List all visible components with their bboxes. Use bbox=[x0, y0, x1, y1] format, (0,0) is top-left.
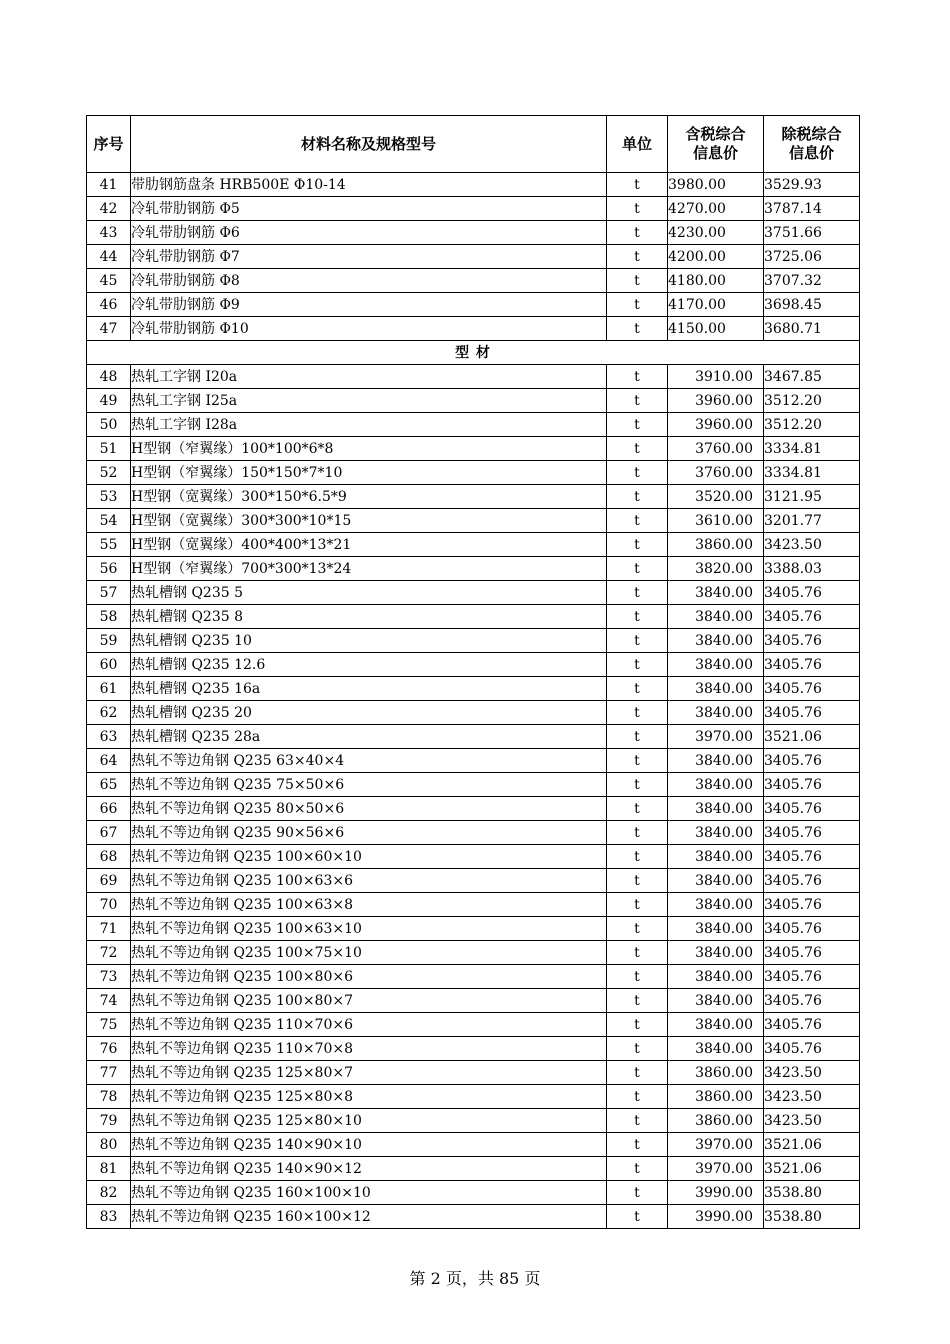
row-notax-price: 3751.66 bbox=[764, 221, 860, 245]
row-unit: t bbox=[607, 869, 668, 893]
row-name: 冷轧带肋钢筋 Φ9 bbox=[131, 293, 607, 317]
row-unit: t bbox=[607, 1157, 668, 1181]
row-unit: t bbox=[607, 173, 668, 197]
row-tax-price: 4150.00 bbox=[668, 317, 764, 341]
row-notax-price: 3405.76 bbox=[764, 1037, 860, 1061]
row-tax-price: 3860.00 bbox=[668, 1061, 764, 1085]
row-unit: t bbox=[607, 197, 668, 221]
table-row bbox=[87, 581, 860, 605]
row-unit: t bbox=[607, 581, 668, 605]
header-notax-price-line1: 除税综合 bbox=[781, 125, 842, 143]
row-name: 热轧不等边角钢 Q235 125×80×8 bbox=[131, 1085, 607, 1109]
row-unit: t bbox=[607, 1181, 668, 1205]
row-seq: 52 bbox=[87, 461, 131, 485]
row-notax-price: 3334.81 bbox=[764, 461, 860, 485]
price-table bbox=[86, 115, 860, 1229]
table-row bbox=[87, 269, 860, 293]
row-seq: 71 bbox=[87, 917, 131, 941]
row-seq: 46 bbox=[87, 293, 131, 317]
row-notax-price: 3680.71 bbox=[764, 317, 860, 341]
table-row bbox=[87, 1013, 860, 1037]
row-seq: 66 bbox=[87, 797, 131, 821]
table-row bbox=[87, 797, 860, 821]
table-row bbox=[87, 221, 860, 245]
row-tax-price: 3840.00 bbox=[668, 581, 764, 605]
row-notax-price: 3423.50 bbox=[764, 1109, 860, 1133]
row-seq: 72 bbox=[87, 941, 131, 965]
row-unit: t bbox=[607, 1037, 668, 1061]
table-row bbox=[87, 293, 860, 317]
row-seq: 70 bbox=[87, 893, 131, 917]
row-unit: t bbox=[607, 317, 668, 341]
row-tax-price: 3970.00 bbox=[668, 1133, 764, 1157]
row-tax-price: 4170.00 bbox=[668, 293, 764, 317]
row-tax-price: 3840.00 bbox=[668, 845, 764, 869]
row-tax-price: 3840.00 bbox=[668, 677, 764, 701]
table-header bbox=[87, 116, 860, 173]
row-name: 热轧不等边角钢 Q235 100×63×6 bbox=[131, 869, 607, 893]
row-tax-price: 3610.00 bbox=[668, 509, 764, 533]
row-tax-price: 4200.00 bbox=[668, 245, 764, 269]
row-seq: 63 bbox=[87, 725, 131, 749]
row-seq: 53 bbox=[87, 485, 131, 509]
section-row bbox=[87, 341, 860, 365]
table-row bbox=[87, 653, 860, 677]
row-name: 热轧工字钢 I28a bbox=[131, 413, 607, 437]
section-group bbox=[87, 341, 860, 365]
header-name: 材料名称及规格型号 bbox=[131, 116, 607, 173]
table-row bbox=[87, 677, 860, 701]
row-name: 热轧不等边角钢 Q235 160×100×12 bbox=[131, 1205, 607, 1229]
row-seq: 62 bbox=[87, 701, 131, 725]
row-name: 热轧槽钢 Q235 10 bbox=[131, 629, 607, 653]
table-row bbox=[87, 605, 860, 629]
table-row bbox=[87, 317, 860, 341]
row-tax-price: 3840.00 bbox=[668, 605, 764, 629]
row-name: 热轧槽钢 Q235 8 bbox=[131, 605, 607, 629]
row-notax-price: 3405.76 bbox=[764, 581, 860, 605]
table-row bbox=[87, 557, 860, 581]
row-notax-price: 3521.06 bbox=[764, 725, 860, 749]
row-notax-price: 3787.14 bbox=[764, 197, 860, 221]
row-name: H型钢（宽翼缘）300*150*6.5*9 bbox=[131, 485, 607, 509]
row-tax-price: 3840.00 bbox=[668, 629, 764, 653]
table-row bbox=[87, 1157, 860, 1181]
row-notax-price: 3405.76 bbox=[764, 773, 860, 797]
table-row bbox=[87, 533, 860, 557]
row-seq: 49 bbox=[87, 389, 131, 413]
row-tax-price: 3840.00 bbox=[668, 1037, 764, 1061]
row-name: 热轧槽钢 Q235 20 bbox=[131, 701, 607, 725]
row-notax-price: 3405.76 bbox=[764, 701, 860, 725]
row-notax-price: 3405.76 bbox=[764, 629, 860, 653]
row-name: 冷轧带肋钢筋 Φ8 bbox=[131, 269, 607, 293]
row-unit: t bbox=[607, 365, 668, 389]
row-unit: t bbox=[607, 509, 668, 533]
table-row bbox=[87, 1181, 860, 1205]
row-name: 热轧不等边角钢 Q235 75×50×6 bbox=[131, 773, 607, 797]
row-unit: t bbox=[607, 485, 668, 509]
header-tax-price-line1: 含税综合 bbox=[685, 125, 746, 143]
row-name: 热轧不等边角钢 Q235 80×50×6 bbox=[131, 797, 607, 821]
row-unit: t bbox=[607, 1109, 668, 1133]
row-name: 热轧不等边角钢 Q235 100×63×8 bbox=[131, 893, 607, 917]
row-seq: 45 bbox=[87, 269, 131, 293]
row-notax-price: 3405.76 bbox=[764, 917, 860, 941]
table-row bbox=[87, 629, 860, 653]
row-unit: t bbox=[607, 293, 668, 317]
row-tax-price: 3840.00 bbox=[668, 701, 764, 725]
row-unit: t bbox=[607, 1205, 668, 1229]
row-tax-price: 3840.00 bbox=[668, 869, 764, 893]
row-tax-price: 3960.00 bbox=[668, 389, 764, 413]
row-tax-price: 3840.00 bbox=[668, 821, 764, 845]
row-tax-price: 3840.00 bbox=[668, 797, 764, 821]
row-unit: t bbox=[607, 1085, 668, 1109]
row-unit: t bbox=[607, 437, 668, 461]
section-title: 型 材 bbox=[87, 341, 860, 365]
table-body-top bbox=[87, 173, 860, 341]
row-seq: 51 bbox=[87, 437, 131, 461]
row-notax-price: 3405.76 bbox=[764, 653, 860, 677]
row-unit: t bbox=[607, 245, 668, 269]
row-name: H型钢（窄翼缘）100*100*6*8 bbox=[131, 437, 607, 461]
table-row bbox=[87, 1061, 860, 1085]
row-tax-price: 3910.00 bbox=[668, 365, 764, 389]
table-row bbox=[87, 485, 860, 509]
row-unit: t bbox=[607, 965, 668, 989]
row-seq: 57 bbox=[87, 581, 131, 605]
table-row bbox=[87, 773, 860, 797]
row-name: H型钢（宽翼缘）300*300*10*15 bbox=[131, 509, 607, 533]
table-row bbox=[87, 437, 860, 461]
row-name: 热轧不等边角钢 Q235 110×70×6 bbox=[131, 1013, 607, 1037]
header-seq: 序号 bbox=[87, 116, 131, 173]
row-notax-price: 3405.76 bbox=[764, 797, 860, 821]
row-notax-price: 3521.06 bbox=[764, 1157, 860, 1181]
row-notax-price: 3121.95 bbox=[764, 485, 860, 509]
table-row bbox=[87, 725, 860, 749]
row-seq: 76 bbox=[87, 1037, 131, 1061]
table-row bbox=[87, 365, 860, 389]
row-tax-price: 3840.00 bbox=[668, 653, 764, 677]
row-name: 热轧不等边角钢 Q235 125×80×7 bbox=[131, 1061, 607, 1085]
row-seq: 58 bbox=[87, 605, 131, 629]
row-seq: 43 bbox=[87, 221, 131, 245]
row-seq: 41 bbox=[87, 173, 131, 197]
row-seq: 83 bbox=[87, 1205, 131, 1229]
header-tax-price bbox=[668, 116, 764, 173]
row-seq: 55 bbox=[87, 533, 131, 557]
row-seq: 64 bbox=[87, 749, 131, 773]
header-unit: 单位 bbox=[607, 116, 668, 173]
row-seq: 82 bbox=[87, 1181, 131, 1205]
row-name: 冷轧带肋钢筋 Φ7 bbox=[131, 245, 607, 269]
row-name: 热轧工字钢 I25a bbox=[131, 389, 607, 413]
row-unit: t bbox=[607, 941, 668, 965]
row-name: 热轧不等边角钢 Q235 125×80×10 bbox=[131, 1109, 607, 1133]
table-row bbox=[87, 389, 860, 413]
row-notax-price: 3405.76 bbox=[764, 605, 860, 629]
row-unit: t bbox=[607, 1013, 668, 1037]
row-tax-price: 3760.00 bbox=[668, 461, 764, 485]
row-unit: t bbox=[607, 893, 668, 917]
row-unit: t bbox=[607, 749, 668, 773]
table-row bbox=[87, 173, 860, 197]
table-row bbox=[87, 965, 860, 989]
row-seq: 54 bbox=[87, 509, 131, 533]
row-notax-price: 3334.81 bbox=[764, 437, 860, 461]
table-row bbox=[87, 461, 860, 485]
row-notax-price: 3538.80 bbox=[764, 1205, 860, 1229]
row-unit: t bbox=[607, 821, 668, 845]
row-name: 冷轧带肋钢筋 Φ10 bbox=[131, 317, 607, 341]
row-name: 热轧不等边角钢 Q235 100×80×6 bbox=[131, 965, 607, 989]
row-seq: 78 bbox=[87, 1085, 131, 1109]
row-notax-price: 3405.76 bbox=[764, 893, 860, 917]
table-row bbox=[87, 1037, 860, 1061]
row-tax-price: 3990.00 bbox=[668, 1205, 764, 1229]
row-name: 热轧不等边角钢 Q235 140×90×10 bbox=[131, 1133, 607, 1157]
row-notax-price: 3405.76 bbox=[764, 677, 860, 701]
row-seq: 56 bbox=[87, 557, 131, 581]
row-tax-price: 3860.00 bbox=[668, 533, 764, 557]
row-tax-price: 3840.00 bbox=[668, 965, 764, 989]
row-unit: t bbox=[607, 917, 668, 941]
row-name: 热轧不等边角钢 Q235 90×56×6 bbox=[131, 821, 607, 845]
row-tax-price: 3990.00 bbox=[668, 1181, 764, 1205]
row-name: 热轧槽钢 Q235 28a bbox=[131, 725, 607, 749]
row-seq: 59 bbox=[87, 629, 131, 653]
row-tax-price: 4270.00 bbox=[668, 197, 764, 221]
row-name: 热轧槽钢 Q235 12.6 bbox=[131, 653, 607, 677]
table-row bbox=[87, 413, 860, 437]
row-seq: 61 bbox=[87, 677, 131, 701]
row-name: 热轧不等边角钢 Q235 63×40×4 bbox=[131, 749, 607, 773]
row-notax-price: 3707.32 bbox=[764, 269, 860, 293]
row-seq: 74 bbox=[87, 989, 131, 1013]
row-seq: 50 bbox=[87, 413, 131, 437]
row-unit: t bbox=[607, 269, 668, 293]
row-name: H型钢（宽翼缘）400*400*13*21 bbox=[131, 533, 607, 557]
row-notax-price: 3388.03 bbox=[764, 557, 860, 581]
row-notax-price: 3423.50 bbox=[764, 1061, 860, 1085]
row-name: H型钢（窄翼缘）150*150*7*10 bbox=[131, 461, 607, 485]
header-tax-price-line2: 信息价 bbox=[692, 144, 738, 162]
row-name: 热轧不等边角钢 Q235 100×75×10 bbox=[131, 941, 607, 965]
table-row bbox=[87, 1085, 860, 1109]
row-seq: 73 bbox=[87, 965, 131, 989]
row-seq: 60 bbox=[87, 653, 131, 677]
row-notax-price: 3201.77 bbox=[764, 509, 860, 533]
row-tax-price: 4180.00 bbox=[668, 269, 764, 293]
row-tax-price: 4230.00 bbox=[668, 221, 764, 245]
row-tax-price: 3980.00 bbox=[668, 173, 764, 197]
row-seq: 47 bbox=[87, 317, 131, 341]
row-seq: 79 bbox=[87, 1109, 131, 1133]
table-row bbox=[87, 701, 860, 725]
table-row bbox=[87, 1205, 860, 1229]
row-tax-price: 3970.00 bbox=[668, 1157, 764, 1181]
row-notax-price: 3405.76 bbox=[764, 821, 860, 845]
row-tax-price: 3840.00 bbox=[668, 773, 764, 797]
row-notax-price: 3467.85 bbox=[764, 365, 860, 389]
table-row bbox=[87, 509, 860, 533]
row-unit: t bbox=[607, 989, 668, 1013]
row-tax-price: 3840.00 bbox=[668, 1013, 764, 1037]
row-notax-price: 3423.50 bbox=[764, 1085, 860, 1109]
row-seq: 77 bbox=[87, 1061, 131, 1085]
row-unit: t bbox=[607, 845, 668, 869]
row-tax-price: 3840.00 bbox=[668, 749, 764, 773]
table-row bbox=[87, 869, 860, 893]
row-name: 热轧不等边角钢 Q235 140×90×12 bbox=[131, 1157, 607, 1181]
row-notax-price: 3698.45 bbox=[764, 293, 860, 317]
row-seq: 69 bbox=[87, 869, 131, 893]
table-row bbox=[87, 1133, 860, 1157]
page-footer: 第 2 页，共 85 页 bbox=[409, 1269, 541, 1288]
row-notax-price: 3529.93 bbox=[764, 173, 860, 197]
row-unit: t bbox=[607, 221, 668, 245]
row-tax-price: 3860.00 bbox=[668, 1085, 764, 1109]
row-unit: t bbox=[607, 629, 668, 653]
row-name: H型钢（窄翼缘）700*300*13*24 bbox=[131, 557, 607, 581]
row-notax-price: 3405.76 bbox=[764, 989, 860, 1013]
row-unit: t bbox=[607, 461, 668, 485]
row-tax-price: 3960.00 bbox=[668, 413, 764, 437]
row-unit: t bbox=[607, 653, 668, 677]
row-unit: t bbox=[607, 677, 668, 701]
row-unit: t bbox=[607, 557, 668, 581]
row-unit: t bbox=[607, 389, 668, 413]
table-row bbox=[87, 893, 860, 917]
row-unit: t bbox=[607, 773, 668, 797]
table-row bbox=[87, 821, 860, 845]
row-notax-price: 3405.76 bbox=[764, 1013, 860, 1037]
row-unit: t bbox=[607, 605, 668, 629]
row-notax-price: 3405.76 bbox=[764, 941, 860, 965]
row-tax-price: 3840.00 bbox=[668, 989, 764, 1013]
row-seq: 81 bbox=[87, 1157, 131, 1181]
header-row bbox=[87, 116, 860, 173]
row-tax-price: 3820.00 bbox=[668, 557, 764, 581]
table-row bbox=[87, 989, 860, 1013]
row-notax-price: 3423.50 bbox=[764, 533, 860, 557]
row-tax-price: 3840.00 bbox=[668, 893, 764, 917]
row-tax-price: 3860.00 bbox=[668, 1109, 764, 1133]
row-seq: 44 bbox=[87, 245, 131, 269]
row-notax-price: 3538.80 bbox=[764, 1181, 860, 1205]
row-name: 热轧不等边角钢 Q235 110×70×8 bbox=[131, 1037, 607, 1061]
table-row bbox=[87, 245, 860, 269]
row-seq: 65 bbox=[87, 773, 131, 797]
row-name: 热轧不等边角钢 Q235 100×63×10 bbox=[131, 917, 607, 941]
row-name: 热轧工字钢 I20a bbox=[131, 365, 607, 389]
header-notax-price-line2: 信息价 bbox=[788, 144, 834, 162]
table-row bbox=[87, 749, 860, 773]
row-seq: 80 bbox=[87, 1133, 131, 1157]
row-unit: t bbox=[607, 413, 668, 437]
row-notax-price: 3521.06 bbox=[764, 1133, 860, 1157]
row-name: 热轧槽钢 Q235 16a bbox=[131, 677, 607, 701]
row-name: 带肋钢筋盘条 HRB500E Φ10-14 bbox=[131, 173, 607, 197]
row-name: 热轧槽钢 Q235 5 bbox=[131, 581, 607, 605]
row-name: 热轧不等边角钢 Q235 160×100×10 bbox=[131, 1181, 607, 1205]
row-seq: 42 bbox=[87, 197, 131, 221]
row-name: 热轧不等边角钢 Q235 100×80×7 bbox=[131, 989, 607, 1013]
row-seq: 68 bbox=[87, 845, 131, 869]
row-notax-price: 3405.76 bbox=[764, 845, 860, 869]
row-unit: t bbox=[607, 701, 668, 725]
row-unit: t bbox=[607, 1133, 668, 1157]
row-notax-price: 3512.20 bbox=[764, 389, 860, 413]
row-name: 冷轧带肋钢筋 Φ6 bbox=[131, 221, 607, 245]
header-notax-price bbox=[764, 116, 860, 173]
row-seq: 75 bbox=[87, 1013, 131, 1037]
row-tax-price: 3970.00 bbox=[668, 725, 764, 749]
row-tax-price: 3760.00 bbox=[668, 437, 764, 461]
row-unit: t bbox=[607, 533, 668, 557]
row-seq: 48 bbox=[87, 365, 131, 389]
table-row bbox=[87, 845, 860, 869]
table-body-bottom bbox=[87, 365, 860, 1229]
row-unit: t bbox=[607, 725, 668, 749]
row-notax-price: 3405.76 bbox=[764, 869, 860, 893]
row-name: 冷轧带肋钢筋 Φ5 bbox=[131, 197, 607, 221]
row-notax-price: 3405.76 bbox=[764, 749, 860, 773]
row-unit: t bbox=[607, 797, 668, 821]
row-unit: t bbox=[607, 1061, 668, 1085]
table-row bbox=[87, 917, 860, 941]
row-notax-price: 3512.20 bbox=[764, 413, 860, 437]
table-row bbox=[87, 941, 860, 965]
row-notax-price: 3405.76 bbox=[764, 965, 860, 989]
row-tax-price: 3520.00 bbox=[668, 485, 764, 509]
table-row bbox=[87, 197, 860, 221]
row-tax-price: 3840.00 bbox=[668, 917, 764, 941]
row-seq: 67 bbox=[87, 821, 131, 845]
row-name: 热轧不等边角钢 Q235 100×60×10 bbox=[131, 845, 607, 869]
table-row bbox=[87, 1109, 860, 1133]
row-notax-price: 3725.06 bbox=[764, 245, 860, 269]
row-tax-price: 3840.00 bbox=[668, 941, 764, 965]
